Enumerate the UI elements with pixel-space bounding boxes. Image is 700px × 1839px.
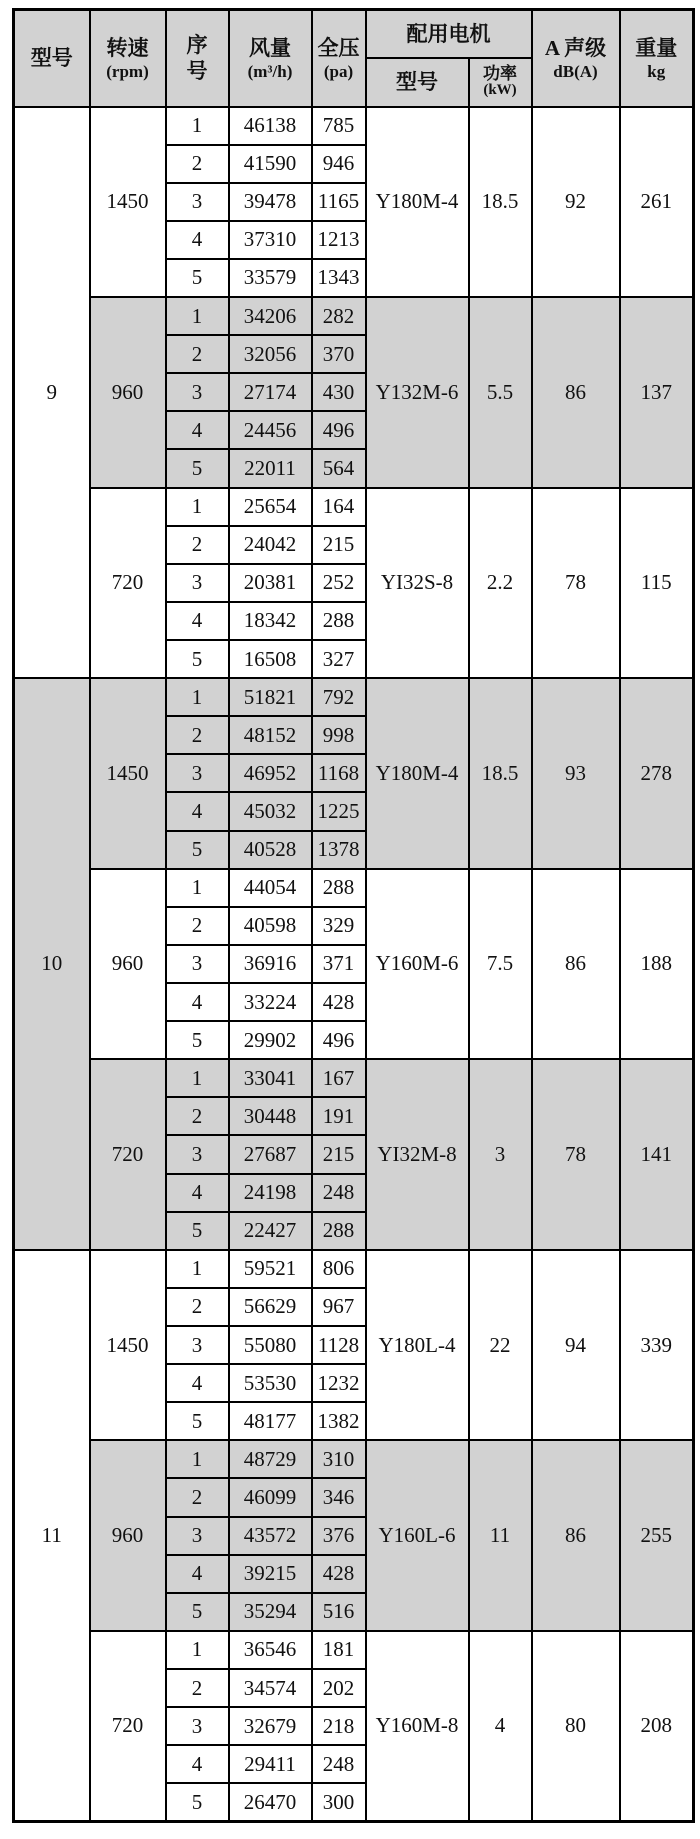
pressure-cell: 1343: [312, 259, 366, 297]
seq-cell: 5: [166, 640, 229, 678]
pressure-cell: 428: [312, 1555, 366, 1593]
weight-cell: 208: [620, 1631, 694, 1822]
header-speed: [90, 10, 166, 107]
noise-cell: 80: [532, 1631, 620, 1822]
seq-cell: 5: [166, 449, 229, 487]
header-pressure-line2: (pa): [323, 61, 354, 81]
power-cell: 11: [469, 1440, 532, 1631]
header-airflow: [229, 10, 312, 107]
seq-cell: 1: [166, 297, 229, 335]
pressure-cell: 371: [312, 945, 366, 983]
seq-cell: 2: [166, 1478, 229, 1516]
pressure-cell: 346: [312, 1478, 366, 1516]
seq-cell: 3: [166, 1517, 229, 1555]
weight-cell: 255: [620, 1440, 694, 1631]
seq-cell: 4: [166, 411, 229, 449]
airflow-cell: 48177: [229, 1402, 312, 1440]
airflow-cell: 25654: [229, 488, 312, 526]
airflow-cell: 37310: [229, 221, 312, 259]
airflow-cell: 55080: [229, 1326, 312, 1364]
motor-model-cell: Y160M-8: [366, 1631, 469, 1822]
seq-cell: 5: [166, 259, 229, 297]
seq-cell: 5: [166, 1021, 229, 1059]
airflow-cell: 30448: [229, 1097, 312, 1135]
airflow-cell: 24198: [229, 1174, 312, 1212]
seq-cell: 4: [166, 1174, 229, 1212]
seq-cell: 3: [166, 1135, 229, 1173]
noise-cell: 78: [532, 1059, 620, 1250]
table-row: [14, 1631, 694, 1669]
pressure-cell: 282: [312, 297, 366, 335]
airflow-cell: 36916: [229, 945, 312, 983]
airflow-cell: 46952: [229, 754, 312, 792]
header-airflow-line2: (m³/h): [247, 61, 293, 81]
pressure-cell: 430: [312, 373, 366, 411]
weight-cell: 188: [620, 869, 694, 1060]
header-speed-line1: 转速: [106, 35, 149, 60]
seq-cell: 3: [166, 1326, 229, 1364]
pressure-cell: 288: [312, 602, 366, 640]
motor-model-cell: Y160L-6: [366, 1440, 469, 1631]
airflow-cell: 27174: [229, 373, 312, 411]
pressure-cell: 806: [312, 1250, 366, 1288]
airflow-cell: 32679: [229, 1707, 312, 1745]
power-cell: 2.2: [469, 488, 532, 679]
power-cell: 22: [469, 1250, 532, 1441]
pressure-cell: 496: [312, 411, 366, 449]
airflow-cell: 24456: [229, 411, 312, 449]
seq-cell: 2: [166, 907, 229, 945]
speed-cell: 1450: [90, 107, 166, 298]
seq-cell: 5: [166, 831, 229, 869]
header-seq-line2: 号: [186, 59, 208, 84]
table-row: [14, 107, 694, 145]
header-seq-line1: 序: [186, 33, 208, 57]
weight-cell: 137: [620, 297, 694, 488]
pressure-cell: 946: [312, 145, 366, 183]
airflow-cell: 48729: [229, 1440, 312, 1478]
weight-cell: 115: [620, 488, 694, 679]
airflow-cell: 36546: [229, 1631, 312, 1669]
speed-cell: 1450: [90, 1250, 166, 1441]
header-noise-line1: A 声级: [544, 35, 607, 60]
seq-cell: 3: [166, 945, 229, 983]
header-noise-line2: dB(A): [553, 61, 598, 81]
motor-model-cell: Y180M-4: [366, 107, 469, 298]
power-cell: 18.5: [469, 107, 532, 298]
pressure-cell: 167: [312, 1059, 366, 1097]
model-cell: 11: [14, 1250, 90, 1822]
power-cell: 4: [469, 1631, 532, 1822]
airflow-cell: 41590: [229, 145, 312, 183]
header-speed-line2: (rpm): [106, 61, 149, 81]
table-row: [14, 1250, 694, 1288]
airflow-cell: 40528: [229, 831, 312, 869]
pressure-cell: 191: [312, 1097, 366, 1135]
seq-cell: 1: [166, 1631, 229, 1669]
airflow-cell: 33041: [229, 1059, 312, 1097]
airflow-cell: 59521: [229, 1250, 312, 1288]
pressure-cell: 1128: [312, 1326, 366, 1364]
airflow-cell: 33224: [229, 983, 312, 1021]
table-header: [14, 10, 694, 107]
power-cell: 7.5: [469, 869, 532, 1060]
noise-cell: 86: [532, 869, 620, 1060]
table-row: [14, 488, 694, 526]
seq-cell: 1: [166, 869, 229, 907]
pressure-cell: 252: [312, 564, 366, 602]
model-cell: 10: [14, 678, 90, 1250]
header-pressure-line1: 全压: [317, 35, 360, 60]
seq-cell: 2: [166, 1669, 229, 1707]
airflow-cell: 39478: [229, 183, 312, 221]
airflow-cell: 22427: [229, 1212, 312, 1250]
pressure-cell: 428: [312, 983, 366, 1021]
header-power: [469, 58, 532, 107]
speed-cell: 960: [90, 297, 166, 488]
table-row: [14, 869, 694, 907]
airflow-cell: 16508: [229, 640, 312, 678]
airflow-cell: 44054: [229, 869, 312, 907]
airflow-cell: 46138: [229, 107, 312, 145]
seq-cell: 2: [166, 1097, 229, 1135]
pressure-cell: 248: [312, 1174, 366, 1212]
motor-model-cell: YI32M-8: [366, 1059, 469, 1250]
header-model: 型号: [14, 10, 90, 107]
airflow-cell: 40598: [229, 907, 312, 945]
pressure-cell: 215: [312, 1135, 366, 1173]
airflow-cell: 26470: [229, 1783, 312, 1821]
airflow-cell: 48152: [229, 716, 312, 754]
header-motor-model: 型号: [366, 58, 469, 107]
pressure-cell: 564: [312, 449, 366, 487]
pressure-cell: 1168: [312, 754, 366, 792]
airflow-cell: 46099: [229, 1478, 312, 1516]
pressure-cell: 1378: [312, 831, 366, 869]
header-airflow-line1: 风量: [249, 35, 291, 60]
airflow-cell: 43572: [229, 1517, 312, 1555]
noise-cell: 86: [532, 297, 620, 488]
pressure-cell: 1382: [312, 1402, 366, 1440]
fan-spec-table: [12, 8, 695, 1823]
airflow-cell: 34206: [229, 297, 312, 335]
pressure-cell: 164: [312, 488, 366, 526]
weight-cell: 278: [620, 678, 694, 869]
airflow-cell: 27687: [229, 1135, 312, 1173]
pressure-cell: 1225: [312, 792, 366, 830]
table-body: [14, 107, 694, 1822]
pressure-cell: 202: [312, 1669, 366, 1707]
seq-cell: 4: [166, 792, 229, 830]
airflow-cell: 32056: [229, 335, 312, 373]
motor-model-cell: YI32S-8: [366, 488, 469, 679]
seq-cell: 4: [166, 221, 229, 259]
header-weight-line1: 重量: [635, 35, 678, 60]
table-row: [14, 1440, 694, 1478]
pressure-cell: 218: [312, 1707, 366, 1745]
noise-cell: 86: [532, 1440, 620, 1631]
noise-cell: 93: [532, 678, 620, 869]
airflow-cell: 33579: [229, 259, 312, 297]
seq-cell: 4: [166, 1364, 229, 1402]
airflow-cell: 22011: [229, 449, 312, 487]
seq-cell: 3: [166, 183, 229, 221]
seq-cell: 5: [166, 1593, 229, 1631]
pressure-cell: 376: [312, 1517, 366, 1555]
speed-cell: 960: [90, 869, 166, 1060]
weight-cell: 141: [620, 1059, 694, 1250]
motor-model-cell: Y180L-4: [366, 1250, 469, 1441]
power-cell: 18.5: [469, 678, 532, 869]
seq-cell: 2: [166, 526, 229, 564]
airflow-cell: 53530: [229, 1364, 312, 1402]
airflow-cell: 56629: [229, 1288, 312, 1326]
noise-cell: 92: [532, 107, 620, 298]
seq-cell: 2: [166, 335, 229, 373]
noise-cell: 94: [532, 1250, 620, 1441]
seq-cell: 2: [166, 716, 229, 754]
table-row: [14, 297, 694, 335]
table-row: [14, 1059, 694, 1097]
airflow-cell: 45032: [229, 792, 312, 830]
seq-cell: 5: [166, 1783, 229, 1821]
speed-cell: 720: [90, 488, 166, 679]
seq-cell: 4: [166, 1745, 229, 1783]
seq-cell: 4: [166, 602, 229, 640]
airflow-cell: 39215: [229, 1555, 312, 1593]
seq-cell: 1: [166, 678, 229, 716]
weight-cell: 261: [620, 107, 694, 298]
pressure-cell: 1232: [312, 1364, 366, 1402]
airflow-cell: 29411: [229, 1745, 312, 1783]
power-cell: 5.5: [469, 297, 532, 488]
weight-cell: 339: [620, 1250, 694, 1441]
airflow-cell: 20381: [229, 564, 312, 602]
seq-cell: 1: [166, 1440, 229, 1478]
seq-cell: 3: [166, 754, 229, 792]
pressure-cell: 310: [312, 1440, 366, 1478]
pressure-cell: 215: [312, 526, 366, 564]
pressure-cell: 496: [312, 1021, 366, 1059]
seq-cell: 2: [166, 1288, 229, 1326]
pressure-cell: 998: [312, 716, 366, 754]
motor-model-cell: Y180M-4: [366, 678, 469, 869]
header-power-line1: 功率: [483, 64, 517, 84]
motor-model-cell: Y160M-6: [366, 869, 469, 1060]
pressure-cell: 288: [312, 869, 366, 907]
speed-cell: 720: [90, 1059, 166, 1250]
seq-cell: 4: [166, 1555, 229, 1593]
pressure-cell: 516: [312, 1593, 366, 1631]
seq-cell: 3: [166, 373, 229, 411]
pressure-cell: 1165: [312, 183, 366, 221]
airflow-cell: 35294: [229, 1593, 312, 1631]
seq-cell: 3: [166, 1707, 229, 1745]
pressure-cell: 327: [312, 640, 366, 678]
model-cell: 9: [14, 107, 90, 679]
motor-model-cell: Y132M-6: [366, 297, 469, 488]
seq-cell: 5: [166, 1402, 229, 1440]
pressure-cell: 1213: [312, 221, 366, 259]
speed-cell: 960: [90, 1440, 166, 1631]
seq-cell: 1: [166, 488, 229, 526]
pressure-cell: 967: [312, 1288, 366, 1326]
header-power-line2: (kW): [483, 82, 517, 99]
header-seq: [166, 10, 229, 107]
header-motor-group: 配用电机: [366, 10, 532, 58]
pressure-cell: 370: [312, 335, 366, 373]
header-weight: [620, 10, 694, 107]
pressure-cell: 181: [312, 1631, 366, 1669]
pressure-cell: 785: [312, 107, 366, 145]
airflow-cell: 24042: [229, 526, 312, 564]
seq-cell: 1: [166, 1250, 229, 1288]
seq-cell: 1: [166, 107, 229, 145]
speed-cell: 720: [90, 1631, 166, 1822]
pressure-cell: 300: [312, 1783, 366, 1821]
pressure-cell: 792: [312, 678, 366, 716]
pressure-cell: 288: [312, 1212, 366, 1250]
header-weight-line2: kg: [647, 61, 666, 81]
airflow-cell: 18342: [229, 602, 312, 640]
noise-cell: 78: [532, 488, 620, 679]
speed-cell: 1450: [90, 678, 166, 869]
airflow-cell: 29902: [229, 1021, 312, 1059]
airflow-cell: 51821: [229, 678, 312, 716]
pressure-cell: 248: [312, 1745, 366, 1783]
seq-cell: 4: [166, 983, 229, 1021]
header-row-1: [14, 10, 694, 58]
seq-cell: 2: [166, 145, 229, 183]
airflow-cell: 34574: [229, 1669, 312, 1707]
header-pressure: [312, 10, 366, 107]
seq-cell: 3: [166, 564, 229, 602]
seq-cell: 1: [166, 1059, 229, 1097]
pressure-cell: 329: [312, 907, 366, 945]
table-row: [14, 678, 694, 716]
power-cell: 3: [469, 1059, 532, 1250]
seq-cell: 5: [166, 1212, 229, 1250]
header-noise: [532, 10, 620, 107]
